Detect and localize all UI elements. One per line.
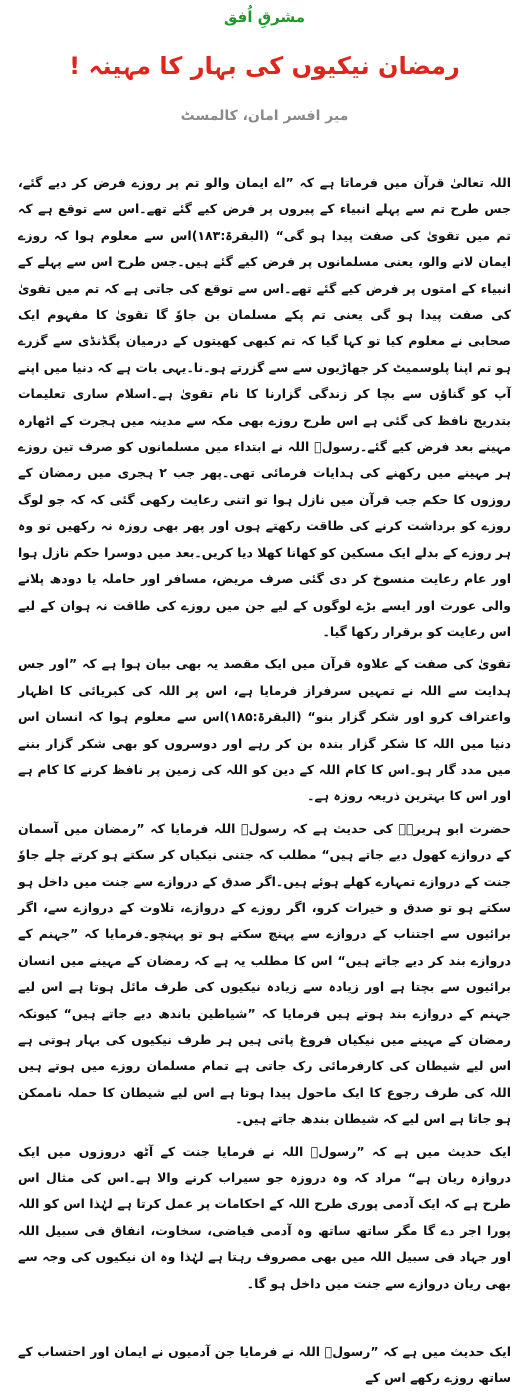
paragraph: ایک حدیث میں ہے کہ ”رسولؐ اللہ نے فرمایا جن آدمیوں نے ایمان اور احتساب کے ساتھ روزے رکھے اس کے [18,1344,511,1386]
paragraph: حضرت ابو ہریرہؓ کی حدیث ہے کہ رسولؐ اللہ فرمایا کہ ”رمضان میں آسمان کے دروازے کھول دیے جاتے ہیں“ مطلب کہ جتنی نیکیاں کر سکتے ہو کرتے چلے جاوٗ جنت کے دروازے تمہارے کھلے ہوئے ہیں۔اگر صدق کے دروازے سے جنت میں داخل ہو سکتے ہو تو صدق و خیرات کرو، اگر روزے کے دروازے، تلاوت کے دروازے سے، اگر برائیوں سے اجتناب کے دروازے سے پہنچ سکتے ہو تو پہنچو۔فرمایا کہ ”جہنم کے دروازے بند کر دیے جاتے ہیں“ اس کا مطلب یہ ہے کہ رمضان کے مہینے میں انسان برائیوں سے بچتا ہے اور زیادہ سے زیادہ نیکیوں کی طرف مائل ہوتا ہے اس لیے جہنم کے دروازے بند ہوتے ہیں فرمایا کہ ”شیاطین باندھ دیے جاتے ہیں“ کیونکہ رمضان کے مہینے میں نیکیاں فروغ پاتی ہیں ہر طرف نیکیوں کی بہار ہوتی ہے اس لیے شیطان کی کارفرمائی رک جاتی ہے تمام مسلمان روزے میں ہوتے ہیں اللہ کی طرف رجوع کا ایک ماحول پیدا ہوتا ہے اس لیے شیطان کا حملہ ناممکن ہو جاتا ہے اس لیے کہ شیطان بندھ جاتے ہیں۔ [18,820,511,1127]
article-body [18,170,511,1386]
headline: رمضان نیکیوں کی بہار کا مہینہ ! [69,52,460,80]
byline: میر افسر امان، کالمسٹ [180,108,349,124]
paragraph: اللہ تعالیٰ قرآن میں فرماتا ہے کہ ”اے ایمان والو تم پر روزے فرض کر دیے گئے، جس طرح تم سے پہلے انبیاء کے پیروں پر فرض کیے گئے تھے۔اس سے توقع ہے کہ تم میں تقویٰ کی صفت پیدا ہو گی“ (البقرۃ:۱۸۳)اس سے معلوم ہوا کہ روزے ایمان لانے والو، یعنی مسلمانوں پر فرض کیے گئے ہیں۔جس طرح اس سے پہلے کے انبیاء کے امتوں پر فرض کیے گئے تھے۔اس سے توقع کی جاتی ہے کہ تم میں تقویٰ کی صفت پیدا ہو گی یعنی تم پکے مسلمان بن جاوٗ گا تقویٰ کا مفہوم ایک صحابی نے معلوم کیا تو کہا گیا کہ تم کبھی کھیتوں کے درمیان پگڈنڈی سے گزرے ہو تم اپنا پلوسمیٹ کر جھاڑیوں سے سے گزرتے ہو۔نا۔یہی بات ہے کہ دنیا میں اپنے آپ کو گناؤں سے بچا کر زندگی گزارنا کا نام تقویٰ ہے۔اسلام ساری تعلیمات بتدریج نافظ کی گئی ہے اس طرح روزے بھی مکہ سے مدینہ میں ہجرت کے اٹھارہ مہینے بعد فرض کیے گئے۔رسولؐ اللہ نے ابتداء میں مسلمانوں کو صرف تین روزے ہر مہینے میں رکھنے کی ہدایات فرمائی تھی۔پھر جب ۲ ہجری میں رمضان کے روزوں کا حکم جب قرآن میں نازل ہوا تو اتنی رعایت رکھی گئی کہ کہ جو لوگ روزے کو برداشت کرنے کی طاقت رکھتے ہوں اور پھر بھی روزہ نہ رکھیں تو وہ ہر روزے کے بدلے ایک مسکین کو کھانا کھلا دیا کریں۔بعد میں دوسرا حکم نازل ہوا اور عام رعایت منسوخ کر دی گئی صرف مریض، مسافر اور حاملہ یا دودھ پلانے والی عورت اور ایسے بڑے لوگوں کے لیے جن میں روزے کی طاقت نہ ہوان کے لیے اس رعایت کو برقرار رکھا گیا۔ [18,175,511,639]
masthead: مشرقِ اُفق [224,8,305,26]
paragraph: ایک حدیث میں ہے کہ ”رسولؐ اللہ نے فرمایا جنت کے آٹھ دروزوں میں ایک دروازہ ریان ہے“ مراد کہ وہ دروزہ جو سیراب کرنے والا ہے۔اس کی مثال اس طرح ہے کہ ایک آدمی پوری طرح اللہ کے احکامات پر عمل کرتا ہے لہٰذا اس کو اللہ پورا اجر دے گا مگر ساتھ ساتھ وہ آدمی فیاضی، سخاوت، انفاق فی سبیل اللہ اور جہاد فی سبیل اللہ میں بھی مصروف رہتا ہے لہٰذا وہ ان نیکیوں کی وجہ سے بھی ریان دروازے سے جنت میں داخل ہو گا۔ [18,1143,511,1291]
paragraph: تقویٰ کی صفت کے علاوہ قرآن میں ایک مقصد یہ بھی بیان ہوا ہے کہ ”اور جس ہدایت سے اللہ نے تمہیں سرفراز فرمایا ہے، اس پر اللہ کی کبریائی کا اظہار واعتراف کرو اور شکر گزار بنو“ (البقرۃ:۱۸۵)اس سے معلوم ہوا کہ انسان اس دنیا میں اللہ کا شکر گزار بندہ بن کر رہے اور دوسروں کو بھی شکر گزار بننے میں مدد گار ہو۔اس کا کام اللہ کے دین کو اللہ کی زمین پر نافظ کرنے کا کام ہے اور اس کا بہترین ذریعہ روزہ ہے۔ [18,656,511,804]
